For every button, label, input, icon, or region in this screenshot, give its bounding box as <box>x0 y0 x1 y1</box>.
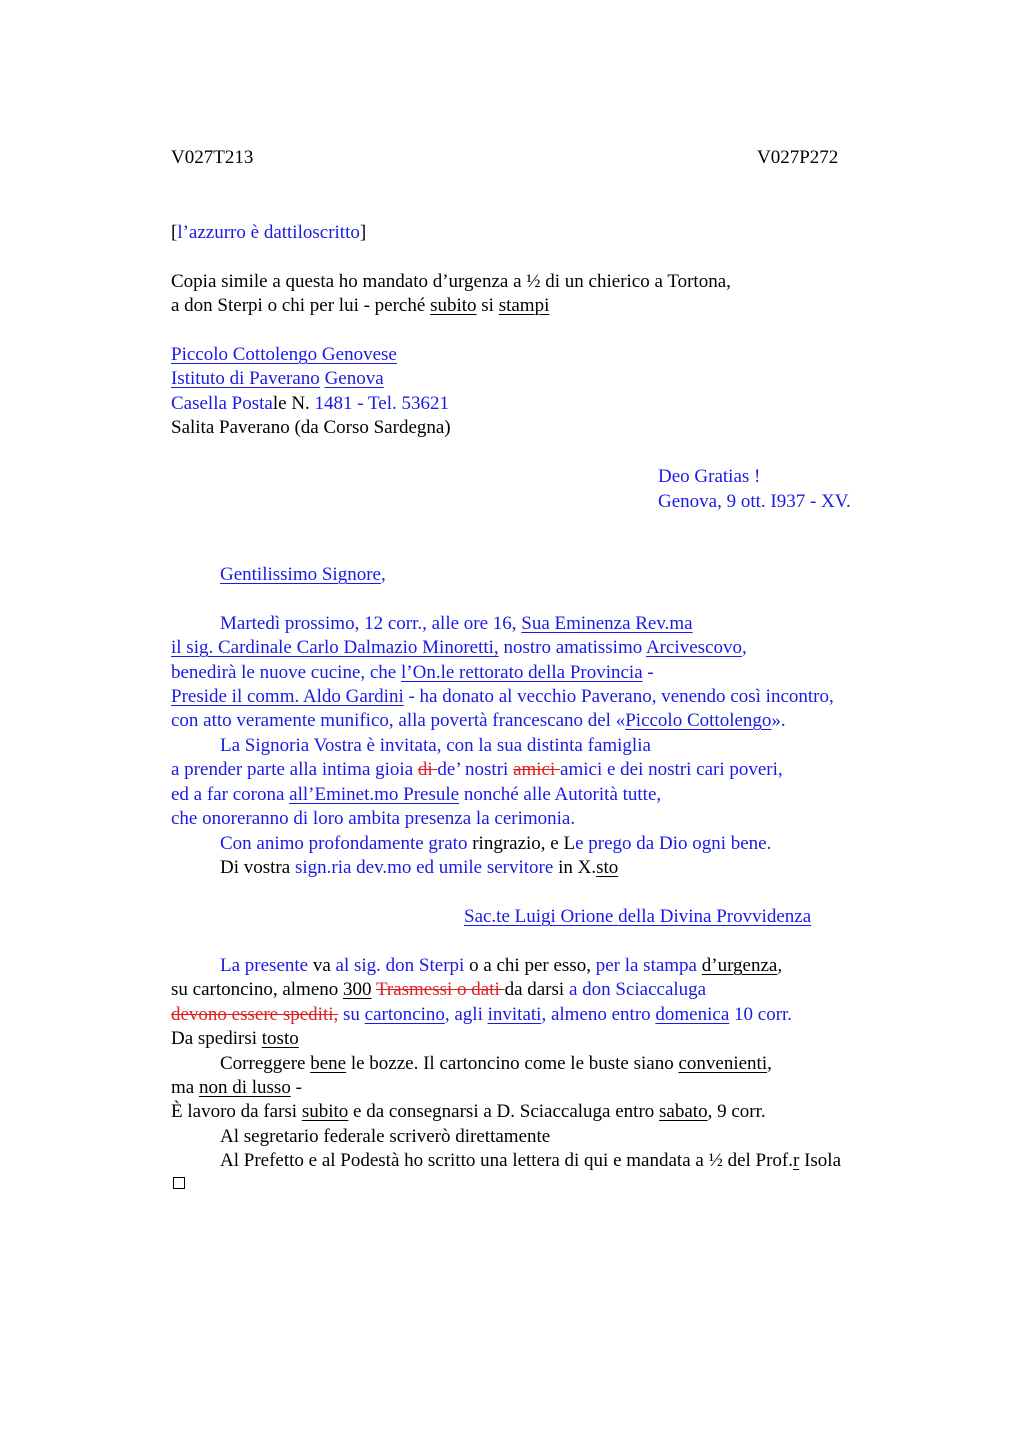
deleted-text: devono essere spediti, <box>171 1004 339 1025</box>
intro-line-1: Copia simile a questa ho mandato d’urgenza a ½ di un chierico a Tortona, <box>171 271 731 292</box>
salutation: Gentilissimo Signore, <box>220 564 386 585</box>
archive-code-left: V027T213 <box>171 147 254 168</box>
postscript-line: ma non di lusso - <box>171 1077 302 1098</box>
body-line: Con animo profondamente grato ringrazio, e Le prego da Dio ogni bene. <box>220 833 772 854</box>
postscript-line: su cartoncino, almeno 300 Trasmessi o dati da darsi a don Sciaccaluga <box>171 979 707 1000</box>
letterhead-postbox: Casella Postale N. 1481 - Tel. 53621 <box>171 393 450 414</box>
body-line: La Signoria Vostra è invitata, con la sua distinta famiglia <box>220 735 651 756</box>
postscript-line: La presente va al sig. don Sterpi o a chi per esso, per la stampa d’urgenza, <box>220 955 783 976</box>
signature: Sac.te Luigi Orione della Divina Provvidenza <box>464 906 812 927</box>
letterhead-institute: Istituto di Paverano Genova <box>171 368 384 389</box>
letterhead-street: Salita Paverano (da Corso Sardegna) <box>171 417 451 438</box>
postscript-line: È lavoro da farsi subito e da consegnarsi a D. Sciaccaluga entro sabato, 9 corr. <box>171 1101 766 1122</box>
intro-line-2: a don Sterpi o chi per lui - perché subito si stampi <box>171 295 550 316</box>
postscript-line: Al segretario federale scriverò direttamente <box>220 1126 551 1147</box>
postscript-line: devono essere spediti, su cartoncino, agli invitati, almeno entro domenica 10 corr. <box>171 1004 793 1025</box>
deleted-text: Trasmessi o dati <box>375 979 505 1000</box>
postscript-line: Correggere bene le bozze. Il cartoncino come le buste siano convenienti, <box>220 1053 772 1074</box>
postscript-line: Al Prefetto e al Podestà ho scritto una lettera di qui e mandata a ½ del Prof.r Isola <box>220 1150 842 1171</box>
body-line: con atto veramente munifico, alla povertà francescano del «Piccolo Cottolengo». <box>171 710 786 731</box>
deleted-text: amici <box>513 759 561 780</box>
end-marker-square-icon <box>173 1177 185 1189</box>
body-line: che onoreranno di loro ambita presenza la cerimonia. <box>171 808 576 829</box>
body-line: il sig. Cardinale Carlo Dalmazio Minoretti, nostro amatissimo Arcivescovo, <box>171 637 747 658</box>
body-line: ed a far corona all’Eminet.mo Presule nonché alle Autorità tutte, <box>171 784 662 805</box>
letterhead-institution: Piccolo Cottolengo Genovese <box>171 344 397 365</box>
body-line: benedirà le nuove cucine, che l’On.le rettorato della Provincia - <box>171 662 654 683</box>
postscript-line: Da spedirsi tosto <box>171 1028 299 1049</box>
editor-note: [l’azzurro è dattiloscritto] <box>171 222 367 243</box>
deleted-text: di <box>417 759 438 780</box>
archive-code-right: V027P272 <box>757 147 839 168</box>
closing-line: Di vostra sign.ria dev.mo ed umile servitore in X.sto <box>220 857 619 878</box>
body-line: Preside il comm. Aldo Gardini - ha donato al vecchio Paverano, venendo così incontro, <box>171 686 834 707</box>
body-line: Martedì prossimo, 12 corr., alle ore 16, Sua Eminenza Rev.ma <box>220 613 693 634</box>
dateline-date: Genova, 9 ott. I937 - XV. <box>658 491 851 512</box>
body-line: a prender parte alla intima gioia di de’ nostri amici amici e dei nostri cari poveri, <box>171 759 783 780</box>
dateline-invocation: Deo Gratias ! <box>658 466 761 487</box>
